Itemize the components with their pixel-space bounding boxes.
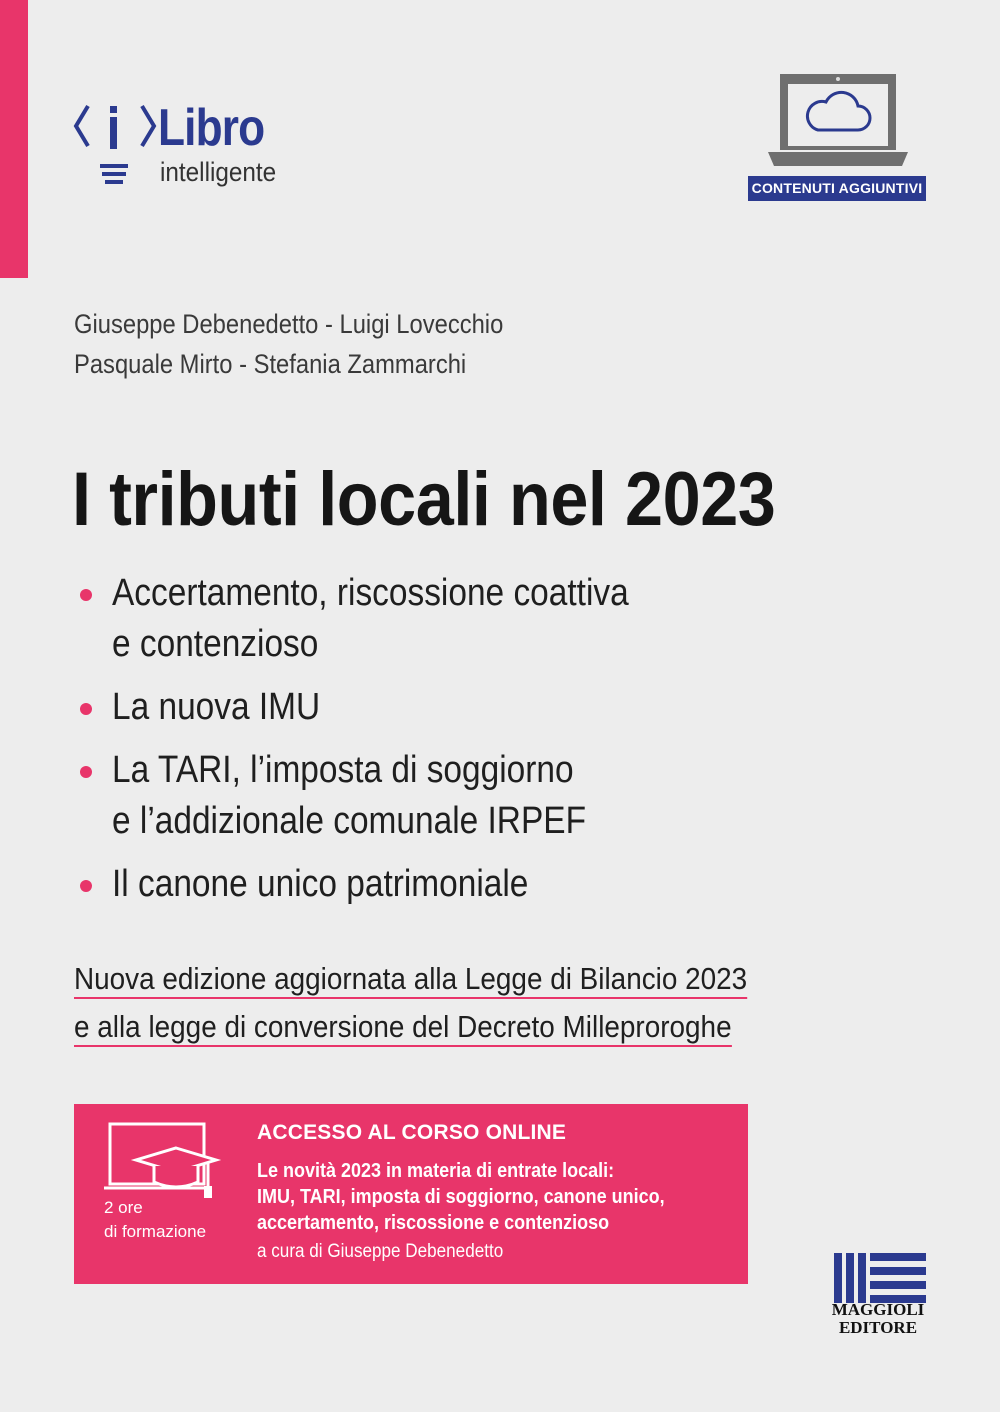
authors-line: Giuseppe Debenedetto - Luigi Lovecchio (74, 309, 504, 339)
edition-line: Nuova edizione aggiornata alla Legge di Bilancio 2023 (74, 961, 747, 999)
extra-content-badge (748, 70, 928, 204)
course-duration (104, 1196, 206, 1244)
ilibro-mark-icon (72, 100, 162, 190)
list-item-text: Accertamento, riscossione coattiva e contenzioso (112, 572, 629, 665)
bullet-dot-icon (80, 766, 92, 778)
maggioli-logo-icon (834, 1253, 926, 1303)
edition-line: e alla legge di conversione del Decreto Milleproroghe (74, 1009, 732, 1047)
bullet-dot-icon (80, 589, 92, 601)
list-item (76, 745, 776, 847)
course-description-line: IMU, TARI, imposta di soggiorno, canone unico, (257, 1186, 665, 1208)
list-item-text: La TARI, l’imposta di soggiorno e l’addizionale comunale IRPEF (112, 749, 586, 842)
publisher-name (826, 1301, 930, 1337)
list-item (76, 859, 776, 910)
accent-strip (0, 0, 28, 278)
logo-word: Libro (158, 99, 265, 157)
course-description-line: accertamento, riscossione e contenzioso (257, 1212, 610, 1234)
publisher-logo (826, 1253, 930, 1343)
hours-line: di formazione (104, 1222, 207, 1241)
logo-subtitle: intelligente (160, 157, 277, 187)
ilibro-logo (72, 98, 312, 198)
course-title: ACCESSO AL CORSO ONLINE (257, 1121, 567, 1144)
edition-note (74, 955, 822, 1051)
laptop-cloud-icon (768, 70, 908, 170)
list-item (76, 568, 776, 670)
topics-list (76, 568, 776, 922)
extra-content-label: CONTENUTI AGGIUNTIVI (748, 176, 926, 201)
course-curator: a cura di Giuseppe Debenedetto (257, 1241, 504, 1262)
hours-line: 2 ore (104, 1198, 143, 1217)
course-description (257, 1158, 665, 1236)
publisher-name-line: EDITORE (838, 1318, 918, 1337)
online-course-box (74, 1104, 748, 1284)
list-item (76, 682, 776, 733)
bullet-dot-icon (80, 880, 92, 892)
course-description-line: Le novità 2023 in materia di entrate locali: (257, 1160, 615, 1182)
publisher-name-line: MAGGIOLI (831, 1300, 925, 1319)
bullet-dot-icon (80, 703, 92, 715)
authors-line: Pasquale Mirto - Stefania Zammarchi (74, 349, 467, 379)
list-item-text: Il canone unico patrimoniale (112, 863, 529, 905)
authors (74, 304, 562, 384)
book-title: I tributi locali nel 2023 (72, 457, 776, 542)
list-item-text: La nuova IMU (112, 686, 321, 728)
